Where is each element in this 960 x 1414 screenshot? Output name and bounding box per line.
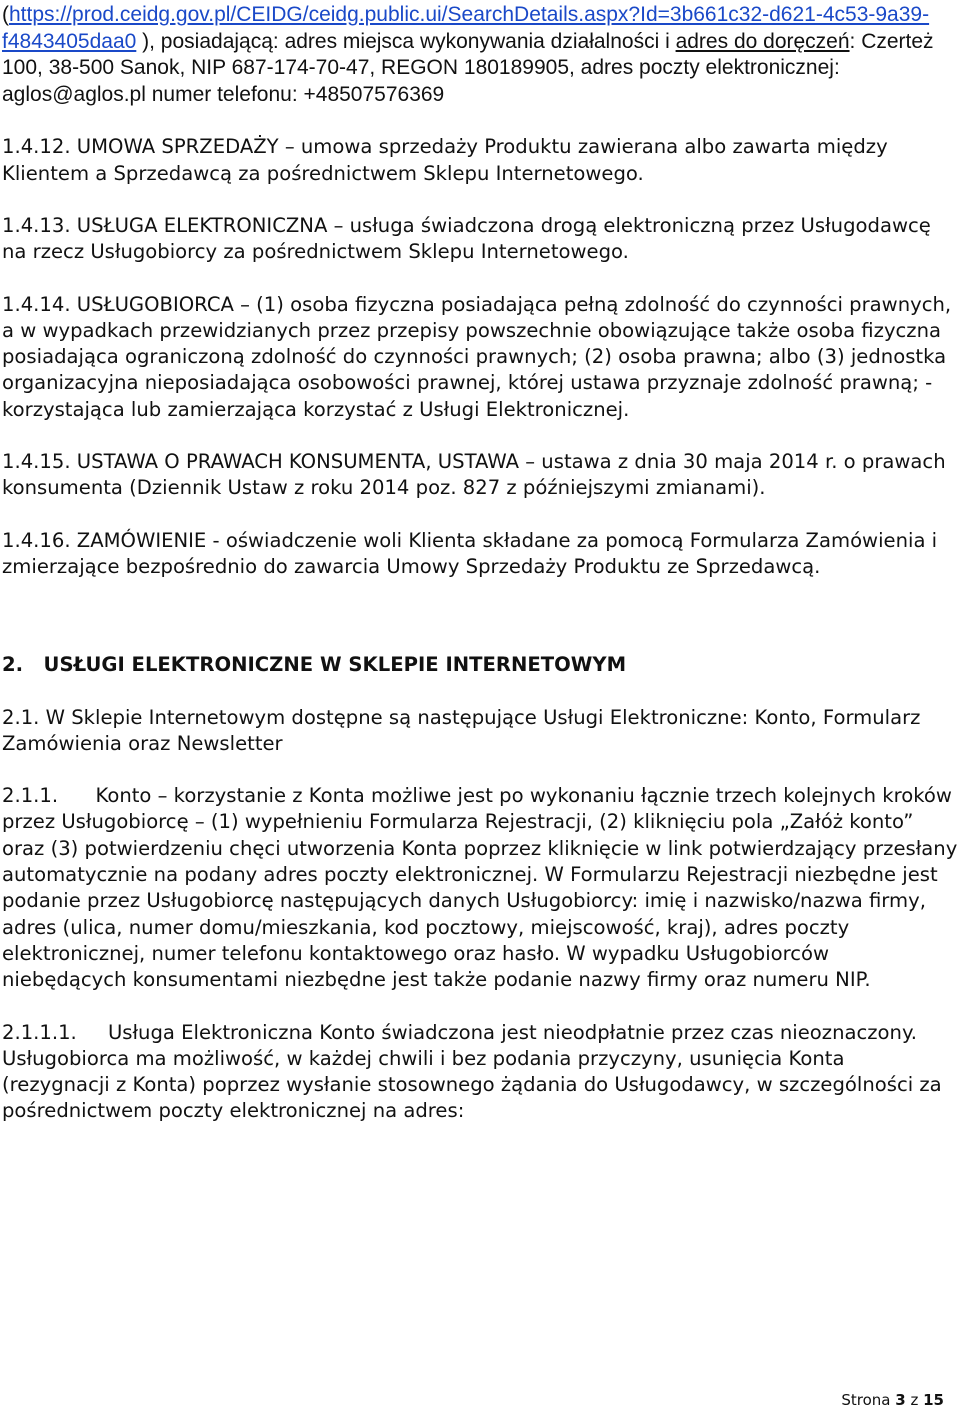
- definition-number: 1.4.12.: [2, 135, 71, 159]
- definition-text: USTAWA O PRAWACH KONSUMENTA, USTAWA – ustawa z dnia 30 maja 2014 r. o prawach konsumenta (Dziennik Ustaw z roku 2014 poz. 827 z późniejszymi zmianami).: [2, 450, 946, 500]
- page-number-footer: [841, 1390, 944, 1410]
- page-separator: z: [910, 1391, 919, 1409]
- paragraph-2-1-1-1: [2, 1020, 958, 1125]
- paragraph-number: 2.1.1.: [2, 784, 59, 808]
- definition-1-4-16: [2, 528, 958, 581]
- paragraph-number: 2.1.: [2, 705, 40, 729]
- total-pages-number: 15: [923, 1391, 944, 1409]
- ceidg-link[interactable]: https://prod.ceidg.gov.pl/CEIDG/ceidg.public.ui/SearchDetails.aspx?Id=3b661c32-d621-4c53-9a39-f4843405daa0: [2, 3, 930, 53]
- definition-number: 1.4.13.: [2, 213, 71, 237]
- definition-text: USŁUGA ELEKTRONICZNA – usługa świadczona drogą elektroniczną przez Usługodawcę na rzecz Usługobiorcy za pośrednictwem Sklepu Internetowego.: [2, 213, 931, 264]
- company-details-text: ), posiadającą: adres miejsca wykonywania działalności i: [136, 29, 676, 53]
- section-number: 2.: [2, 653, 24, 677]
- definition-text: UMOWA SPRZEDAŻY – umowa sprzedaży Produktu zawierana albo zawarta między Klientem a Sprzedawcą za pośrednictwem Sklepu Internetowego.: [2, 135, 888, 185]
- section-heading: [2, 652, 958, 678]
- paragraph-number: 2.1.1.1.: [2, 1020, 77, 1044]
- definition-1-4-13: [2, 213, 958, 266]
- paragraph-text: Konto – korzystanie z Konta możliwe jest po wykonaniu łącznie trzech kolejnych kroków przez Usługobiorcę – (1) wypełnieniu Formularza Rejestracji, (2) kliknięciu pola „Załóż konto” oraz (3) potwierdzeniu chęci utworzenia Konta poprzez kliknięcie w link potwierdzający przesłany automatycznie na podany adres poczty elektronicznej. W Formularzu Rejestracji niezbędne jest podanie przez Usługobiorcę następujących danych Usługobiorcy: imię i nazwisko/nazwa firmy, adres (ulica, numer domu/mieszkania, kod pocztowy, miejscowość, kraj), adres poczty elektronicznej, numer telefonu kontaktowego oraz hasło. W wypadku Usługobiorców niebędących konsumentami niezbędne jest także podanie nazwy firmy oraz numeru NIP.: [2, 784, 958, 992]
- definition-number: 1.4.14.: [2, 292, 71, 316]
- current-page-number: 3: [895, 1391, 906, 1409]
- definition-1-4-12: [2, 134, 958, 187]
- paragraph-text: W Sklepie Internetowym dostępne są następujące Usługi Elektroniczne: Konto, Formularz Zamówienia oraz Newsletter: [2, 705, 921, 755]
- document-page: [2, 2, 958, 1125]
- paragraph-2-1: [2, 705, 958, 758]
- page-word: Strona: [841, 1391, 891, 1409]
- service-address-label: adres do doręczeń: [675, 29, 850, 53]
- definition-number: 1.4.16.: [2, 528, 71, 552]
- link-open-paren: (: [2, 3, 9, 26]
- definition-number: 1.4.15.: [2, 450, 71, 474]
- paragraph-text: Usługa Elektroniczna Konto świadczona jest nieodpłatnie przez czas nieoznaczony. Usługobiorca ma możliwość, w każdej chwili i bez podania przyczyny, usunięcia Konta (rezygnacji z Konta) poprzez wysłanie stosownego żądania do Usługodawcy, w szczególności za pośrednictwem poczty elektronicznej na adres:: [2, 1020, 942, 1123]
- paragraph-2-1-1: [2, 783, 958, 993]
- section-title: USŁUGI ELEKTRONICZNE W SKLEPIE INTERNETOWYM: [43, 653, 627, 677]
- definition-1-4-14: [2, 292, 958, 423]
- definition-text: USŁUGOBIORCA – (1) osoba fizyczna posiadająca pełną zdolność do czynności prawnych, a w wypadkach przewidzianych przez przepisy powszechnie obowiązujące także osoba fizyczna posiadająca ograniczoną zdolność do czynności prawnych; (2) osoba prawna; albo (3) jednostka organizacyjna nieposiadająca osobowości prawnej, której ustawa przyznaje zdolność prawną; - korzystająca lub zamierzająca korzystać z Usługi Elektronicznej.: [2, 292, 952, 421]
- definition-text: ZAMÓWIENIE - oświadczenie woli Klienta składane za pomocą Formularza Zamówienia i zmierzające bezpośrednio do zawarcia Umowy Sprzedaży Produktu ze Sprzedawcą.: [2, 528, 938, 578]
- definition-1-4-15: [2, 449, 958, 502]
- company-contact-text: : Czerteż 100, 38-500 Sanok, NIP 687-174-70-47, REGON 180189905, adres poczty elektronicznej: aglos@aglos.pl numer telefonu: +48507576369: [2, 29, 934, 106]
- company-details-paragraph: [2, 2, 958, 108]
